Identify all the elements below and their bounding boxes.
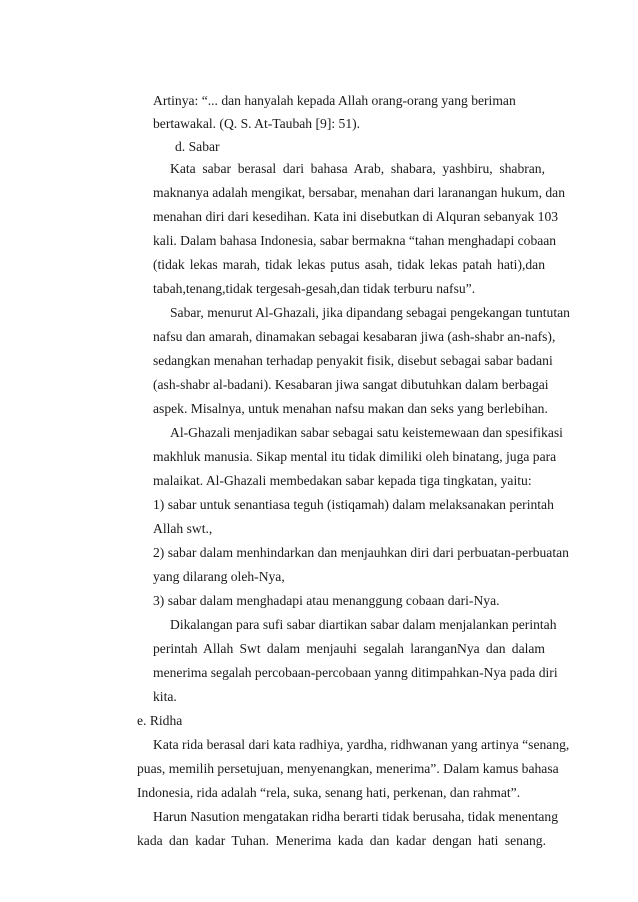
quote-line-1: Artinya: “... dan hanyalah kepada Allah orang-orang yang beriman: [153, 93, 516, 108]
paragraph-line: puas, memilih persetujuan, menyenangkan, menerima”. Dalam kamus bahasa: [137, 761, 559, 776]
list-item-2: 2) sabar dalam menhindarkan dan menjauhkan diri dari perbuatan-perbuatan: [153, 545, 569, 560]
paragraph-line: maknanya adalah mengikat, bersabar, menahan dari laranangan hukum, dan: [153, 185, 566, 200]
paragraph-line: menerima segalah percobaan-percobaan yanng ditimpahkan-Nya pada diri: [153, 665, 558, 680]
paragraph-line: kada dan kadar Tuhan. Menerima kada dan kadar dengan hati senang.: [137, 833, 546, 848]
paragraph-line: menahan diri dari kesedihan. Kata ini disebutkan di Alquran sebanyak 103: [153, 209, 559, 224]
paragraph-line: (ash-shabr al-badani). Kesabaran jiwa sangat dibutuhkan dalam berbagai: [153, 377, 549, 392]
list-item-1-cont: Allah swt.,: [153, 521, 213, 536]
paragraph-line: Harun Nasution mengatakan ridha berarti tidak berusaha, tidak menentang: [153, 809, 559, 824]
paragraph-line: nafsu dan amarah, dinamakan sebagai kesabaran jiwa (ash-shabr an-nafs),: [153, 329, 556, 344]
paragraph-line: kita.: [153, 689, 177, 704]
paragraph-line: tabah,tenang,tidak tergesah-gesah,dan tidak terburu nafsu”.: [153, 281, 476, 296]
paragraph-line: sedangkan menahan terhadap penyakit fisik, disebut sebagai sabar badani: [153, 353, 553, 368]
paragraph-line: Indonesia, rida adalah “rela, suka, senang hati, perkenan, dan rahmat”.: [137, 785, 521, 800]
paragraph-line: Kata rida berasal dari kata radhiya, yardha, ridhwanan yang artinya “senang,: [153, 737, 570, 752]
paragraph-line: makhluk manusia. Sikap mental itu tidak dimiliki oleh binatang, juga para: [153, 449, 557, 464]
paragraph-line: malaikat. Al-Ghazali membedakan sabar kepada tiga tingkatan, yaitu:: [153, 473, 532, 488]
list-item-1: 1) sabar untuk senantiasa teguh (istiqamah) dalam melaksanakan perintah: [153, 497, 554, 512]
paragraph-line: perintah Allah Swt dalam menjauhi segalah laranganNya dan dalam: [153, 641, 545, 656]
paragraph-line: Sabar, menurut Al-Ghazali, jika dipandang sebagai pengekangan tuntutan: [170, 305, 570, 320]
heading-ridha: e. Ridha: [137, 713, 183, 728]
list-item-3: 3) sabar dalam menghadapi atau menanggung cobaan dari-Nya.: [153, 593, 500, 608]
paragraph-line: Dikalangan para sufi sabar diartikan sabar dalam menjalankan perintah: [170, 617, 557, 632]
heading-sabar: d. Sabar: [175, 139, 220, 154]
list-item-2-cont: yang dilarang oleh-Nya,: [153, 569, 285, 584]
quote-line-2: bertawakal. (Q. S. At-Taubah [9]: 51).: [153, 116, 361, 131]
paragraph-line: (tidak lekas marah, tidak lekas putus asah, tidak lekas patah hati),dan: [153, 257, 545, 272]
paragraph-line: Kata sabar berasal dari bahasa Arab, shabara, yashbiru, shabran,: [170, 161, 545, 176]
paragraph-line: aspek. Misalnya, untuk menahan nafsu makan dan seks yang berlebihan.: [153, 401, 548, 416]
paragraph-line: Al-Ghazali menjadikan sabar sebagai satu keistemewaan dan spesifikasi: [170, 425, 563, 440]
paragraph-line: kali. Dalam bahasa Indonesia, sabar bermakna “tahan menghadapi cobaan: [153, 233, 557, 248]
